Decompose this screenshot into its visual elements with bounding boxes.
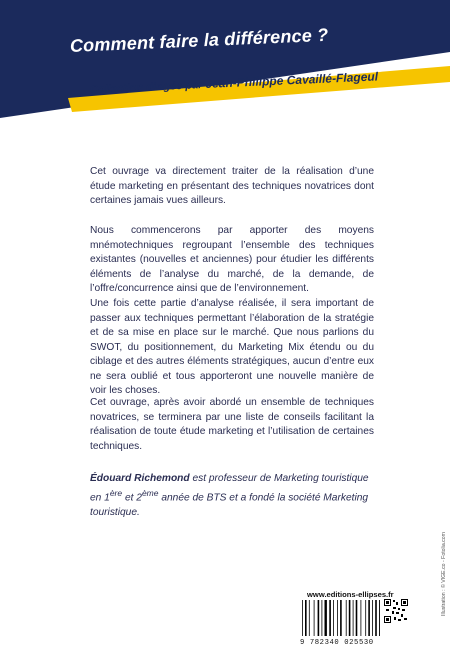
publisher-website: www.editions-ellipses.fr <box>307 590 394 599</box>
barcode-bar <box>368 600 370 636</box>
author-name: Édouard Richemond <box>90 473 190 484</box>
author-sup-1: ère <box>109 488 123 498</box>
barcode-bar <box>318 600 320 636</box>
series-title: Comment faire la différence ? <box>69 24 329 56</box>
barcode-bar <box>365 600 366 636</box>
qr-code-icon <box>384 599 408 623</box>
barcode-bar <box>375 600 377 636</box>
barcode-bar <box>337 600 338 636</box>
barcode-bar <box>333 600 334 636</box>
barcode-bar <box>356 600 358 636</box>
blurb-paragraph-3: Une fois cette partie d’analyse réalisée, il sera important de passer aux techniques permettant l’élaboration de la stratégie et de sa mise en place sur le marché. Que nous parlions du SWOT, du positionnement, du Marketing Mix étendu ou du ciblage et des autres éléments stratégiques, aucun d’entre eux ne sera oublié et tous apporteront une nouvelle manière de voir les choses. <box>90 298 374 396</box>
barcode-bar <box>305 600 307 636</box>
barcode-bar <box>340 600 342 636</box>
barcode-bar <box>302 600 303 636</box>
barcode-bar <box>314 600 315 636</box>
barcode-bar <box>329 600 331 636</box>
author-text-3: année de BTS et a fondé la société Marketing touristique. <box>90 492 369 519</box>
isbn-digits: 9 782340 025530 <box>300 639 374 647</box>
author-bio <box>90 471 380 520</box>
barcode-bar <box>349 600 351 636</box>
header-banner <box>0 0 450 118</box>
barcode-bar <box>379 600 380 636</box>
navy-band <box>0 0 450 118</box>
barcode-bar <box>325 600 327 636</box>
barcode-icon <box>300 600 380 638</box>
barcode-bar <box>322 600 323 636</box>
blurb-paragraph-1: Cet ouvrage va directement traiter de la réalisation d’une étude marketing en présentant des techniques novatrices dont certaines jamais vues ailleurs. <box>90 166 374 206</box>
blurb-paragraph-4: Cet ouvrage, après avoir abordé un ensemble de techniques novatrices, se terminera par une liste de conseils facilitant la réalisation de toute étude marketing et l’utilisation de certaines techniques. <box>90 397 374 452</box>
barcode-bar <box>309 600 310 636</box>
blurb-paragraph-2: Nous commencerons par apporter des moyens mnémotechniques regroupant l’ensemble des techniques existantes (nouvelles et anciennes) pour étudier les différents éléments de l’analyse du marché, de la demande, de l’offre/concurrence ainsi que de l’environnement. <box>90 225 374 294</box>
banner-graphic <box>0 0 450 118</box>
author-sup-2: ème <box>141 488 159 498</box>
collection-director: Jean-Philippe Cavaillé-Flageul <box>205 69 379 91</box>
author-text-2: et 2 <box>122 492 142 504</box>
barcode-bar <box>361 600 362 636</box>
illustration-credit: Illustration : © VIGE.co - Fotolia.com <box>441 532 447 616</box>
author-text-1: est professeur de Marketing touristique en 1 <box>90 473 369 504</box>
barcode-bar <box>372 600 373 636</box>
collection-prefix: Collection dirigée par <box>89 78 206 96</box>
barcode-bar <box>353 600 354 636</box>
barcode-bar <box>346 600 347 636</box>
